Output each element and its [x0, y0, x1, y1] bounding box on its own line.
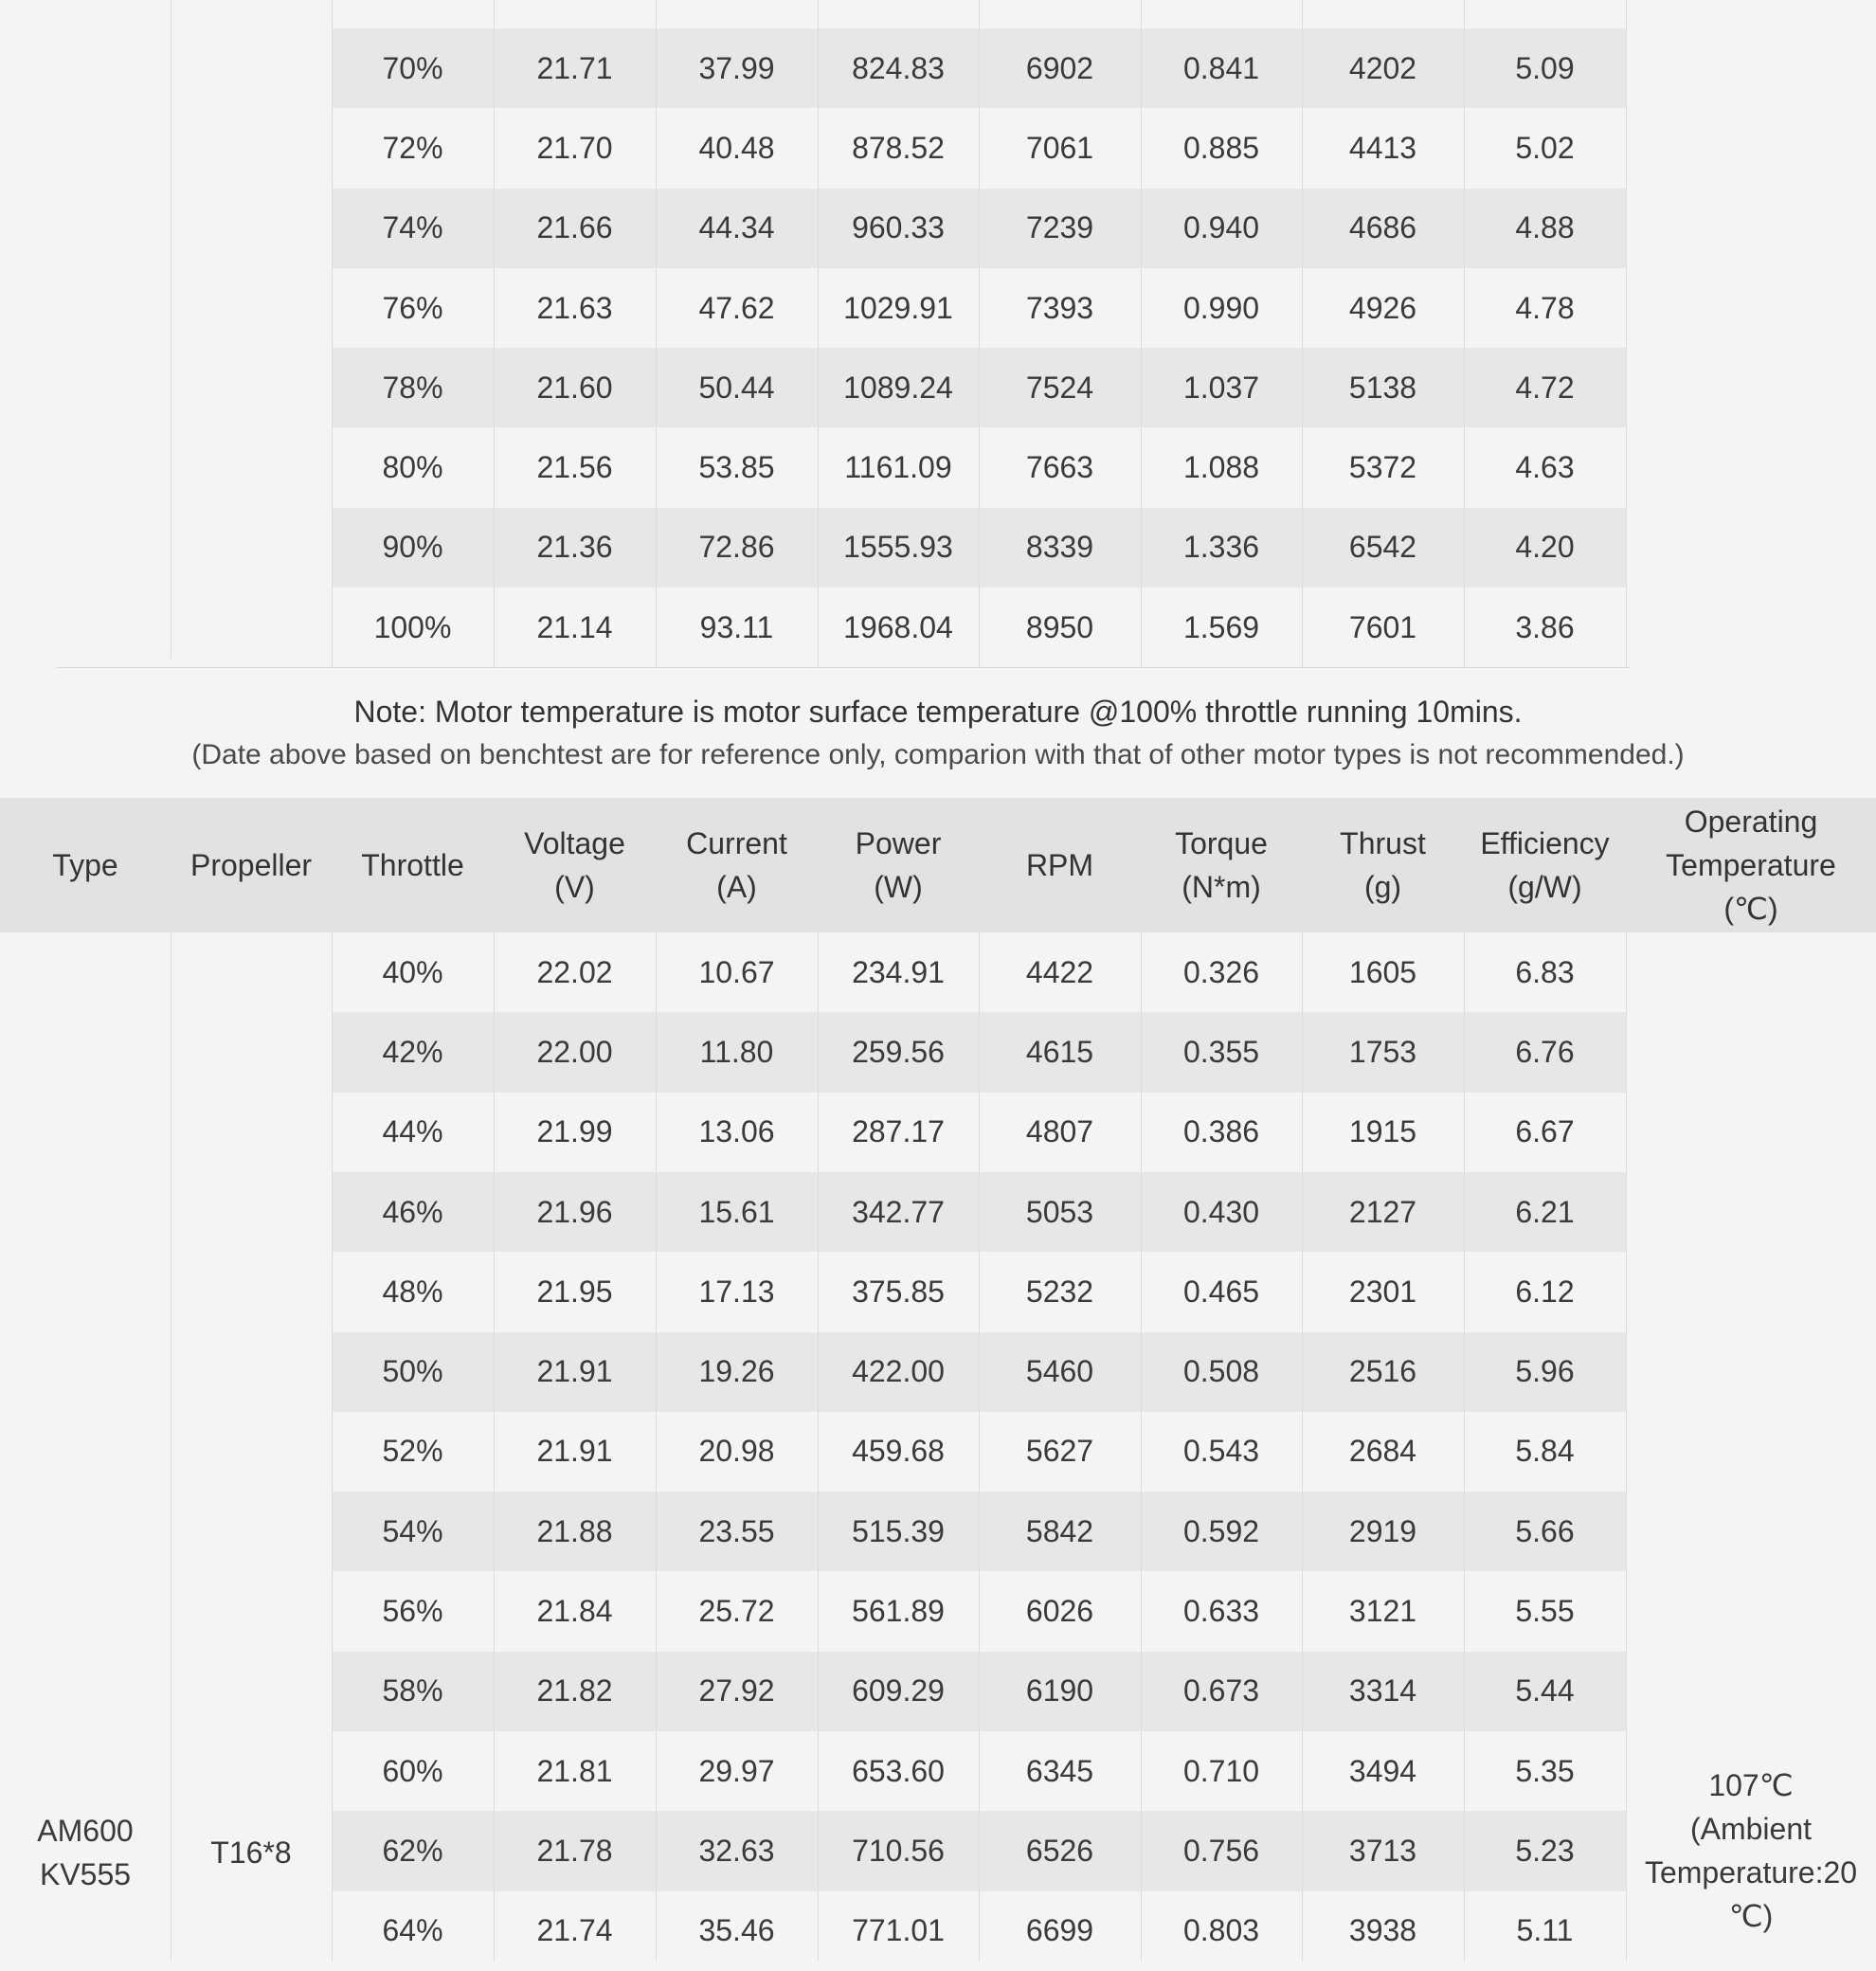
table-cell: 710.56 [852, 1833, 945, 1868]
table-cell: 1605 [1348, 954, 1417, 989]
table-cell: 93.11 [699, 609, 774, 644]
table-cell: 46% [382, 1194, 443, 1229]
table-cell: 342.77 [852, 1194, 945, 1229]
note-line-1: Note: Motor temperature is motor surface temperature @100% throttle running 10mins. [353, 695, 1523, 729]
table-cell: 37.99 [698, 50, 775, 85]
table-cell: 7061 [1025, 130, 1094, 165]
table-cell: 10.67 [698, 954, 775, 989]
table-cell: 72% [382, 130, 443, 165]
table-cell: 21.88 [536, 1513, 613, 1548]
table-cell: 375.85 [852, 1274, 945, 1309]
text-line: Temperature:20 [1644, 1855, 1858, 1890]
table-cell: 60% [382, 1753, 443, 1788]
table-cell: 5.09 [1515, 50, 1575, 85]
table-cell: 2684 [1348, 1434, 1417, 1469]
table-cell: 515.39 [852, 1513, 945, 1548]
table-cell: 2516 [1348, 1354, 1417, 1389]
table-cell: 3121 [1348, 1594, 1417, 1629]
table-cell: 21.66 [536, 210, 613, 245]
text-line: Power [855, 826, 942, 860]
column-header [332, 798, 494, 932]
table-cell: 52% [382, 1434, 443, 1469]
table-cell: 0.355 [1182, 1034, 1260, 1069]
column-header [171, 798, 332, 932]
table-cell: 1161.09 [844, 450, 952, 485]
text-line: (V) [554, 870, 595, 904]
table-cell: 4.20 [1515, 530, 1575, 565]
table-cell: 80% [382, 450, 443, 485]
text-line: Throttle [361, 848, 464, 882]
table-cell: 23.55 [698, 1513, 775, 1548]
table-cell: 1.037 [1182, 370, 1260, 405]
text-line: (A) [716, 870, 757, 904]
table-bottom-border [57, 667, 1630, 668]
table-cell: 100% [373, 609, 452, 644]
text-line: AM600 [37, 1814, 134, 1848]
table-cell: 11.80 [699, 1034, 774, 1069]
column-divider [818, 932, 819, 1962]
table-cell: 15.61 [698, 1194, 775, 1229]
table-cell: 0.508 [1182, 1354, 1260, 1389]
column-header [818, 798, 979, 932]
table-cell: 5.55 [1515, 1594, 1575, 1629]
table-cell: 561.89 [852, 1594, 945, 1629]
table-cell: 17.13 [698, 1274, 775, 1309]
table-cell: 4.72 [1515, 370, 1575, 405]
table-cell: 22.00 [536, 1034, 613, 1069]
table-cell: 8950 [1025, 609, 1094, 644]
table-cell: 40.48 [698, 130, 775, 165]
column-divider [1464, 0, 1465, 668]
table-cell: 234.91 [852, 954, 945, 989]
table-cell: 4422 [1025, 954, 1094, 989]
table-cell: 0.803 [1182, 1913, 1260, 1948]
table-cell: 6.12 [1515, 1274, 1575, 1309]
table-cell: 74% [382, 210, 443, 245]
column-divider [979, 0, 980, 668]
table-cell: 21.14 [536, 609, 613, 644]
table-cell: 0.885 [1182, 130, 1260, 165]
table-cell: 6526 [1025, 1833, 1094, 1868]
table-cell: 0.386 [1182, 1114, 1260, 1149]
text-line: (N*m) [1182, 870, 1261, 904]
table-cell: 1968.04 [843, 609, 953, 644]
text-line: RPM [1025, 848, 1094, 882]
column-divider [656, 0, 657, 668]
table-cell: 22.02 [536, 954, 613, 989]
propeller-cell: T16*8 [210, 1835, 292, 1870]
table-cell: 47.62 [698, 290, 775, 325]
operating-temperature-cell [1626, 1761, 1876, 1941]
table-cell: 21.91 [536, 1434, 613, 1469]
text-line: Torque [1175, 826, 1268, 860]
table-cell: 62% [382, 1833, 443, 1868]
table-cell: 21.95 [536, 1274, 613, 1309]
table-cell: 0.940 [1182, 210, 1260, 245]
table-cell: 1915 [1348, 1114, 1417, 1149]
text-line: Thrust [1340, 826, 1426, 860]
table-cell: 90% [382, 530, 443, 565]
column-divider [1141, 932, 1142, 1962]
table-cell: 21.99 [536, 1114, 613, 1149]
table-cell: 5.11 [1516, 1913, 1574, 1948]
table-cell: 5.84 [1515, 1434, 1575, 1469]
table-cell: 7601 [1348, 609, 1417, 644]
table-cell: 7524 [1025, 370, 1094, 405]
table-cell: 5.66 [1515, 1513, 1575, 1548]
table-cell: 6.21 [1515, 1194, 1575, 1229]
table-cell: 0.543 [1182, 1434, 1260, 1469]
table-cell: 1089.24 [843, 370, 953, 405]
text-line: Efficiency [1480, 826, 1610, 860]
column-divider [1141, 0, 1142, 668]
note-line-2: (Date above based on benchtest are for reference only, comparion with that of other motor types is not recommended.) [191, 739, 1685, 770]
table-cell: 78% [382, 370, 443, 405]
table-cell: 5.23 [1515, 1833, 1575, 1868]
text-line: Propeller [189, 848, 313, 882]
text-line: Operating [1684, 805, 1818, 839]
column-divider [1302, 0, 1303, 668]
table-cell: 0.465 [1182, 1274, 1260, 1309]
column-divider [656, 932, 657, 1962]
table-cell: 1555.93 [843, 530, 953, 565]
table-cell: 5138 [1348, 370, 1417, 405]
table-cell: 4202 [1348, 50, 1417, 85]
table-cell: 5.02 [1515, 130, 1575, 165]
table-cell: 21.96 [536, 1194, 613, 1229]
table-cell: 1029.91 [843, 290, 953, 325]
table-cell: 0.990 [1182, 290, 1260, 325]
table-cell: 35.46 [698, 1913, 775, 1948]
text-line: Voltage [524, 826, 625, 860]
table-cell: 0.633 [1182, 1594, 1260, 1629]
motor-type-cell [0, 1800, 171, 1905]
table-cell: 6.76 [1515, 1034, 1575, 1069]
table-cell: 6345 [1025, 1753, 1094, 1788]
table-cell: 27.92 [698, 1673, 775, 1709]
column-divider [1464, 932, 1465, 1962]
table-cell: 0.592 [1182, 1513, 1260, 1548]
table-cell: 5.96 [1515, 1354, 1575, 1389]
table-cell: 3314 [1348, 1673, 1417, 1709]
table-cell: 21.74 [536, 1913, 613, 1948]
text-line: (W) [874, 870, 923, 904]
table-cell: 4.88 [1515, 210, 1575, 245]
table-cell: 53.85 [698, 450, 775, 485]
column-header [979, 798, 1141, 932]
table-cell: 21.84 [536, 1594, 613, 1629]
table-cell: 44% [382, 1114, 443, 1149]
table-cell: 5.35 [1515, 1753, 1575, 1788]
table-cell: 3713 [1348, 1833, 1417, 1868]
column-header [1302, 798, 1464, 932]
table-cell: 2919 [1348, 1513, 1417, 1548]
table-cell: 0.430 [1182, 1194, 1260, 1229]
table-cell: 21.63 [536, 290, 613, 325]
table-cell: 21.91 [536, 1354, 613, 1389]
table-cell: 50% [382, 1354, 443, 1389]
column-header [1626, 798, 1876, 932]
column-header [0, 798, 171, 932]
table-cell: 0.673 [1182, 1673, 1260, 1709]
table-cell: 56% [382, 1594, 443, 1629]
table-cell: 0.326 [1182, 954, 1260, 989]
column-header [1464, 798, 1626, 932]
table-cell: 0.710 [1182, 1753, 1260, 1788]
table-cell: 5053 [1025, 1194, 1094, 1229]
table-cell: 29.97 [698, 1753, 775, 1788]
table-cell: 21.71 [536, 50, 613, 85]
column-header [656, 798, 818, 932]
table-cell: 5460 [1025, 1354, 1094, 1389]
text-line: ℃) [1728, 1899, 1774, 1933]
table-cell: 72.86 [698, 530, 775, 565]
table-cell: 76% [382, 290, 443, 325]
text-line: Temperature [1666, 848, 1836, 882]
table-cell: 40% [382, 954, 443, 989]
table-cell: 1.336 [1182, 530, 1260, 565]
table-cell: 4.78 [1515, 290, 1575, 325]
table-cell: 70% [382, 50, 443, 85]
table-cell: 42% [382, 1034, 443, 1069]
text-line: (℃) [1723, 892, 1778, 926]
column-divider [332, 0, 333, 668]
table-cell: 6.67 [1515, 1114, 1575, 1149]
table-cell: 287.17 [852, 1114, 945, 1149]
table-cell: 0.756 [1182, 1833, 1260, 1868]
table-cell: 1.569 [1182, 609, 1260, 644]
text-line: KV555 [39, 1857, 132, 1891]
table-cell: 2127 [1348, 1194, 1417, 1229]
table-cell: 2301 [1348, 1274, 1417, 1309]
table-cell: 7393 [1025, 290, 1094, 325]
column-header [1141, 798, 1302, 932]
table-cell: 653.60 [852, 1753, 945, 1788]
table-cell: 4615 [1025, 1034, 1094, 1069]
column-divider [494, 932, 495, 1962]
column-divider [979, 932, 980, 1962]
column-header [494, 798, 656, 932]
table-cell: 8339 [1025, 530, 1094, 565]
table-cell: 5.44 [1515, 1673, 1575, 1709]
text-line: (Ambient [1689, 1812, 1813, 1846]
table-cell: 3.86 [1515, 609, 1575, 644]
column-divider [332, 932, 333, 1962]
table-cell: 1753 [1348, 1034, 1417, 1069]
table-cell: 824.83 [852, 50, 945, 85]
text-line: 107℃ [1708, 1768, 1794, 1802]
table-cell: 4686 [1348, 210, 1417, 245]
table-cell: 5372 [1348, 450, 1417, 485]
table-cell: 6026 [1025, 1594, 1094, 1629]
text-line: Type [52, 848, 118, 882]
table-cell: 21.78 [536, 1833, 613, 1868]
table-cell: 48% [382, 1274, 443, 1309]
table-cell: 13.06 [698, 1114, 775, 1149]
text-line: (g/W) [1507, 870, 1582, 904]
table-cell: 5842 [1025, 1513, 1094, 1548]
table-cell: 21.70 [536, 130, 613, 165]
table-cell: 5232 [1025, 1274, 1094, 1309]
table-cell: 21.81 [536, 1753, 613, 1788]
table-cell: 609.29 [852, 1673, 945, 1709]
table-cell: 878.52 [852, 130, 945, 165]
table-cell: 6699 [1025, 1913, 1094, 1948]
table-cell: 21.60 [536, 370, 613, 405]
table-cell: 21.36 [536, 530, 613, 565]
table-cell: 771.01 [852, 1913, 945, 1948]
table-cell: 5627 [1025, 1434, 1094, 1469]
table-cell: 20.98 [698, 1434, 775, 1469]
table-cell: 44.34 [698, 210, 775, 245]
table-cell: 64% [382, 1913, 443, 1948]
table-cell: 4.63 [1515, 450, 1575, 485]
column-divider [1302, 932, 1303, 1962]
table-cell: 259.56 [852, 1034, 945, 1069]
table-cell: 54% [382, 1513, 443, 1548]
table-cell: 459.68 [852, 1434, 945, 1469]
column-divider [494, 0, 495, 668]
table-cell: 6190 [1025, 1673, 1094, 1709]
table-cell: 21.56 [536, 450, 613, 485]
table-cell: 19.26 [698, 1354, 775, 1389]
table-cell: 58% [382, 1673, 443, 1709]
table-cell: 50.44 [698, 370, 775, 405]
table-cell: 6902 [1025, 50, 1094, 85]
table-cell: 4807 [1025, 1114, 1094, 1149]
text-line: (g) [1363, 870, 1402, 904]
table-cell: 6542 [1348, 530, 1417, 565]
table-cell: 7663 [1025, 450, 1094, 485]
table-cell: 960.33 [852, 210, 945, 245]
table-cell: 25.72 [698, 1594, 775, 1629]
text-line: Current [686, 826, 787, 860]
table-cell: 3938 [1348, 1913, 1417, 1948]
column-divider [818, 0, 819, 668]
table-cell: 4926 [1348, 290, 1417, 325]
table-cell: 0.841 [1182, 50, 1260, 85]
table-cell: 7239 [1025, 210, 1094, 245]
table-cell: 6.83 [1515, 954, 1575, 989]
table-cell: 3494 [1348, 1753, 1417, 1788]
table-cell: 32.63 [698, 1833, 775, 1868]
table-cell: 422.00 [852, 1354, 945, 1389]
table-cell: 1.088 [1182, 450, 1260, 485]
table-cell: 21.82 [536, 1673, 613, 1709]
table-cell: 4413 [1348, 130, 1417, 165]
column-divider [1626, 0, 1627, 668]
